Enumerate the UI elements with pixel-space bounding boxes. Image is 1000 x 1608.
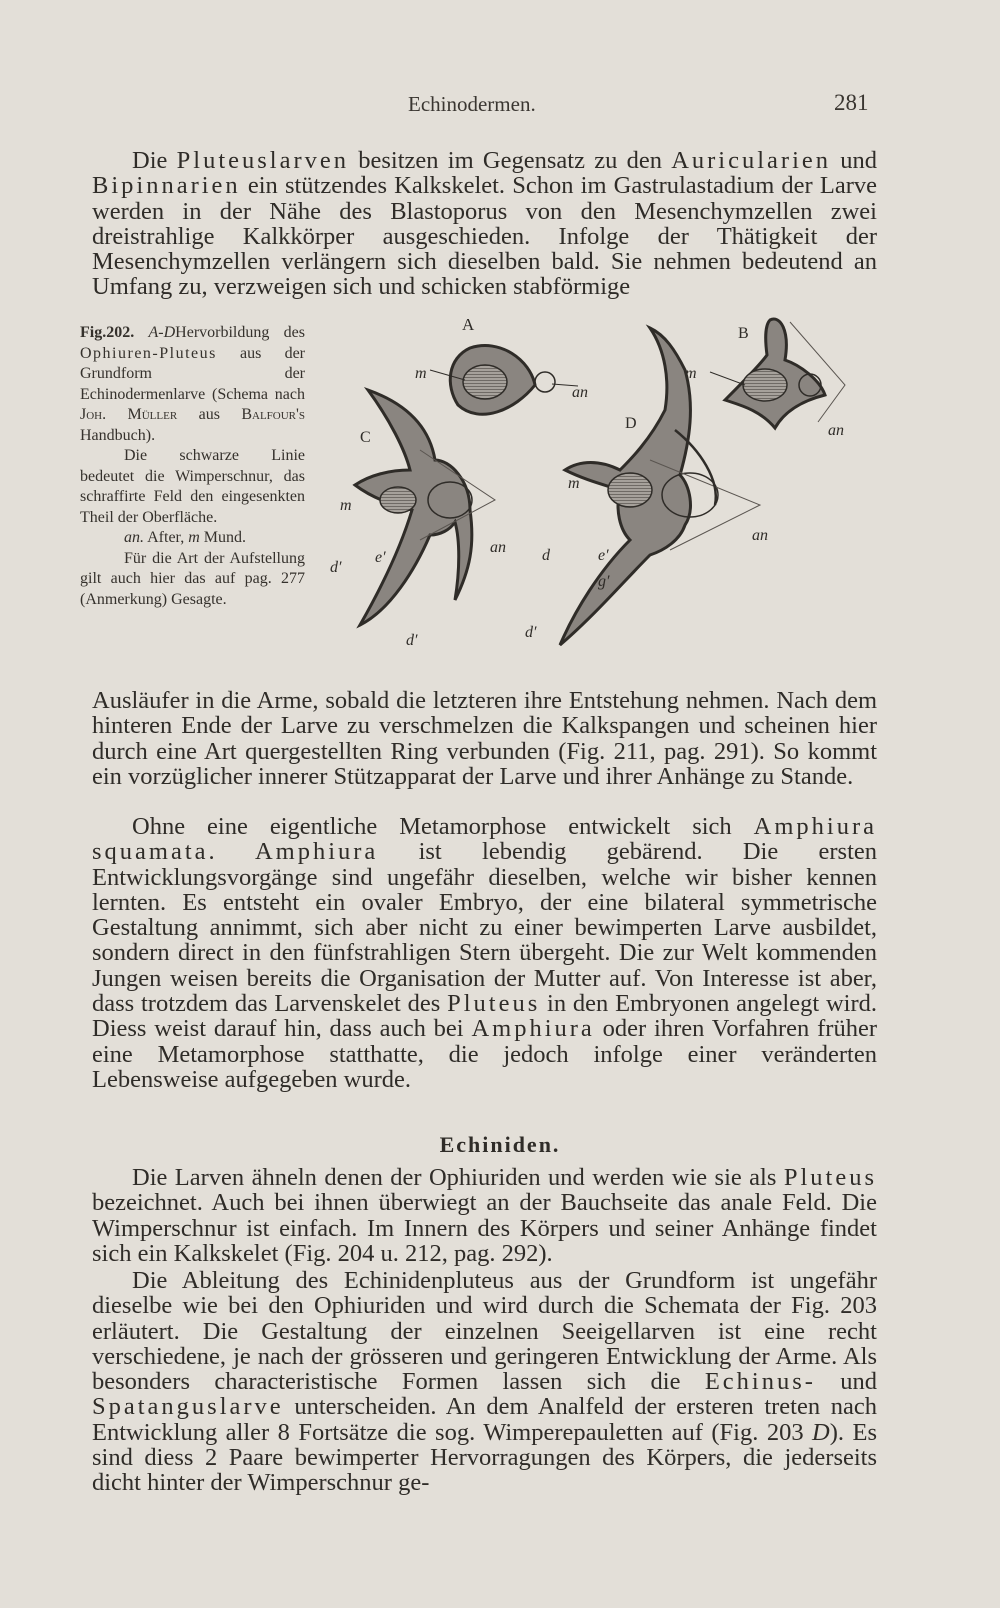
figure-202-illustration <box>320 310 890 680</box>
caption-text: aus der Grundform der Echinodermenlarve (Schema nach <box>80 344 305 403</box>
text-run: ist lebendig gebärend. Die ersten Entwicklungsvorgänge sind ungefähr dieselben, welche wir bisher kennen lernten. Es entsteht ein ovaler Embryo, der eine bilateral symmetrische Gestaltung annimmt, sich aber nicht zu einer bewimperten Larve ausbildet, sondern direct in den fünfstrahligen Stern übergeht. Die zur Welt kommenden Jungen weisen bereits die Organisation der Mutter auf. Von Interesse ist aber, dass trotzdem das Larvenskelet des <box>92 838 878 1018</box>
figure-label-a: A <box>462 315 475 334</box>
running-head: Echinodermen. <box>408 92 536 116</box>
paragraph-echinidenpluteus <box>92 1268 877 1496</box>
figure-label-e-prime: e′ <box>375 549 386 566</box>
text-run: und <box>831 147 878 174</box>
figure-label-an: an <box>828 422 844 439</box>
text-run: oder ihren Vorfahren früher eine Metamorphose statthatte, die jedoch infolge einer veränderten Lebensweise aufgegeben wurde. <box>92 1015 877 1093</box>
figure-label-m: m <box>415 365 427 382</box>
figure-label-b: B <box>738 325 749 342</box>
larva-d <box>560 328 760 645</box>
figure-label-m: m <box>685 365 697 382</box>
text-run: bezeichnet. Auch bei ihnen überwiegt an der Bauchseite das anale Feld. Die Wimperschnur ist einfach. Im Innern des Körpers und seiner Anhänge findet sich ein Kalkskelet (Fig. 204 u. 212, pag. 292). <box>92 1189 877 1267</box>
larva-diagram <box>320 310 890 680</box>
term-amphiura-squamata: Amphiura squamata <box>92 813 877 866</box>
caption-term-ophiuren: Ophiuren-Pluteus <box>80 344 217 362</box>
term-spatanguslarve: Spatanguslarve <box>92 1393 284 1421</box>
figure-label-an: an <box>752 527 768 544</box>
paragraph-text: Ausläufer in die Arme, sobald die letzteren ihre Entstehung nehmen. Nach dem hinteren Ende der Larve zu verschmelzen die Kalkspangen und scheinen hier durch eine Art quergestellten Ring verbunden (Fig. 211, pag. 291). So kommt ein vorzüglicher innerer Stützapparat der Larve und ihrer Anhänge zu Stande. <box>92 687 877 790</box>
text-run: und <box>815 1368 878 1396</box>
page-number: 281 <box>834 90 869 115</box>
figure-label-d-prime: d′ <box>525 624 537 641</box>
text-run: Ohne eine eigentliche Metamorphose entwickelt sich <box>132 813 754 840</box>
text-run: Die Ableitung des Echinidenpluteus aus der Grundform ist ungefähr dieselbe wie bei den Ophiuriden und wird durch die Schemata der Fig. 203 erläutert. Die Gestaltung der einzelnen Seeigellarven ist eine recht verschiedene, je nach der grösseren und geringeren Entwicklung der Arme. Als besonders characteristische Formen lassen sich die <box>92 1267 877 1396</box>
paragraph-echiniden-larven <box>92 1165 877 1266</box>
caption-text: Hervorbildung des <box>175 324 305 341</box>
caption-note: Für die Art der Aufstellung gilt auch hier das auf pag. 277 (Anmerkung) Gesagte. <box>80 549 305 608</box>
figure-label-d-prime: d′ <box>330 559 342 576</box>
term-pluteus: Pluteus <box>447 990 541 1018</box>
section-heading-echiniden: Echiniden. <box>439 1132 561 1157</box>
caption-legend: Die schwarze Linie bedeutet die Wimperschnur, das schraffirte Feld den eingesenkten Theil der Oberfläche. <box>80 447 305 526</box>
text-run: ein stützendes Kalkskelet. Schon im Gastrulastadium der Larve werden in der Nähe des Blastoporus von den Mesenchymzellen zwei dreistrahlige Kalkkörper ausgeschieden. Infolge der Thätigkeit der Mesenchymzellen verlängern sich dieselben bald. Sie nehmen bedeutend an Umfang zu, verzweigen sich und schicken stabförmige <box>92 172 877 301</box>
text-run: . <box>208 838 255 866</box>
caption-abbr-an: an. <box>124 529 144 546</box>
figure-label-d: D <box>625 415 637 432</box>
text-run: besitzen im Gegensatz zu den <box>349 147 672 174</box>
term-amphiura: Amphiura <box>471 1015 595 1043</box>
figure-label-an: an <box>572 384 588 401</box>
paragraph-amphiura <box>92 814 877 1092</box>
figure-number: Fig.202. <box>80 324 135 341</box>
caption-author-balfour: Balfour's <box>241 406 306 423</box>
paragraph-auslaeufer <box>92 688 877 789</box>
figure-caption <box>80 323 305 610</box>
term-echinus: Echinus- <box>704 1368 816 1396</box>
text-run: ). Es sind diess 2 Paare bewimperter Hervorragungen des Körpers, die jederseits dicht hinter der Wimperschnur ge- <box>92 1418 877 1497</box>
figure-label-d-prime: d′ <box>406 632 418 649</box>
term-bipinnarien: Bipinnarien <box>92 172 241 200</box>
caption-figure-parts: A-D <box>148 324 176 341</box>
term-amphiura: Amphiura <box>254 838 379 866</box>
caption-abbr-m: m <box>188 529 200 546</box>
text-run: unterscheiden. An dem Analfeld der ersteren treten nach Entwicklung aller 8 Fortsätze die sog. Wimperepauletten auf (Fig. 203 <box>92 1393 877 1446</box>
figure-reference: D <box>812 1418 830 1446</box>
figure-label-e-prime: e′ <box>598 547 609 564</box>
term-pluteus: Pluteus <box>783 1164 877 1191</box>
text-run: Die Larven ähneln denen der Ophiuriden und werden wie sie als <box>132 1164 784 1191</box>
caption-text: Mund. <box>199 529 247 546</box>
text-run: Die <box>132 147 177 174</box>
figure-label-d: d <box>542 547 550 564</box>
figure-label-c: C <box>360 429 371 446</box>
figure-label-m: m <box>568 475 580 492</box>
paragraph-pluteus-intro <box>92 148 877 300</box>
text-run: in den Embryonen angelegt wird. Diess weist darauf hin, dass auch bei <box>92 990 877 1043</box>
caption-text: aus <box>177 406 242 423</box>
figure-label-an: an <box>490 539 506 556</box>
larva-c <box>355 390 495 625</box>
figure-label-g-prime: g′ <box>598 573 610 590</box>
figure-label-m: m <box>340 497 352 514</box>
larva-b <box>710 319 845 428</box>
term-pluteuslarven: Pluteuslarven <box>176 147 350 174</box>
larva-a <box>430 346 578 415</box>
caption-author-mueller: Joh. Müller <box>80 406 178 423</box>
term-auricularien: Auricularien <box>671 147 832 174</box>
caption-text: After, <box>144 529 189 546</box>
caption-text: Handbuch). <box>80 426 156 444</box>
